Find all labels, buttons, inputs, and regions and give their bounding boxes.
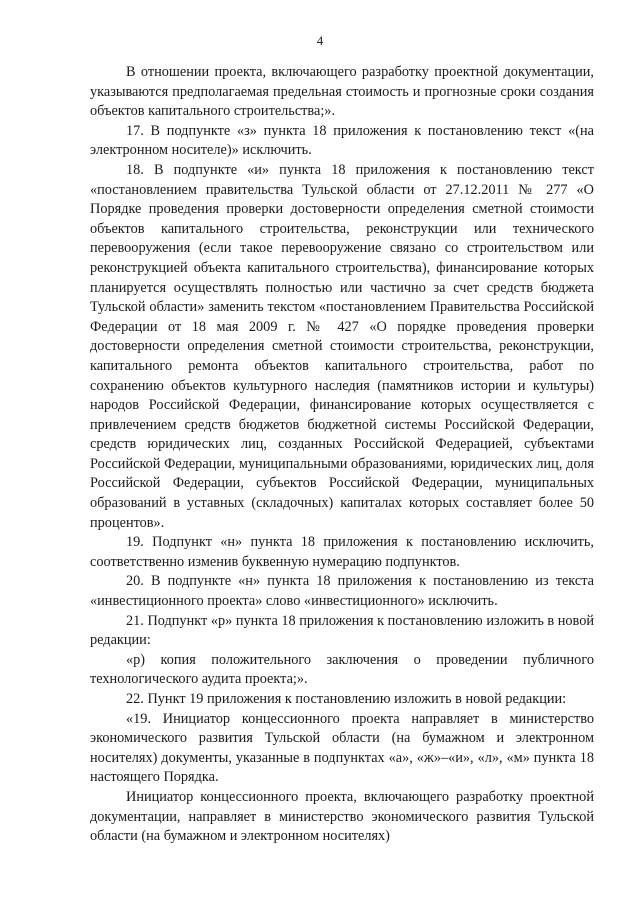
paragraph-cost-and-terms: В отношении проекта, включающего разработку проектной документации, указываются предполагаемая предельная стоимость и прогнозные сроки создания объектов капитального строительства;». (90, 64, 594, 120)
paragraph-item-20: 20. В подпункте «н» пункта 18 приложения к постановлению из текста «инвестиционного проекта» слово «инвестиционного» исключить. (90, 573, 594, 610)
paragraph-item-21: 21. Подпункт «р» пункта 18 приложения к постановлению изложить в новой редакции: (90, 612, 594, 649)
page-number: 4 (316, 33, 324, 48)
paragraph-new-item-19: «19. Инициатор концессионного проекта направляет в министерство экономического развития Тульской области (на бумажном и электронном носителях) документы, указанные в подпунктах «а», «ж»–«и», «л», «м» пункта 18 настоящего Порядка. (90, 710, 594, 786)
paragraph-item-18: 18. В подпункте «и» пункта 18 приложения к постановлению текст «постановлением правительства Тульской области от 27.12.2011 № 277 «О Порядке проведения проверки достоверности определения сметной стоимости объектов капитального строительства, реконструкции или технического перевооружения (если такое перевооружение связано со строительством или реконструкцией объекта капитального строительства), финансирование которых планируется осуществлять полностью или частично за счет средств бюджета Тульской области» заменить текстом «постановлением Правительства Российской Федерации от 18 мая 2009 г. № 427 «О порядке проведения проверки достоверности определения сметной стоимости строительства, реконструкции, капитального ремонта объектов капитального строительства, работ по сохранению объектов культурного наследия (памятников истории и культуры) народов Российской Федерации, финансирование которых осуществляется с привлечением средств бюджетов бюджетной системы Российской Федерации, средств юридических лиц, созданных Российской Федерацией, субъектами Российской Федерации, муниципальными образованиями, юридических лиц, доля Российской Федерации, субъектов Российской Федерации, муниципальных образований в уставных (складочных) капиталах которых составляет более 50 процентов». (90, 161, 594, 531)
paragraph-item-22: 22. Пункт 19 приложения к постановлению изложить в новой редакции: (126, 691, 567, 707)
paragraph-initiator: Инициатор концессионного проекта, включающего разработку проектной документации, направляет в министерство экономического развития Тульской области (на бумажном и электронном носителях) (90, 788, 594, 845)
paragraph-item-19: 19. Подпункт «н» пункта 18 приложения к постановлению исключить, соответственно изменив буквенную нумерацию подпунктов. (90, 534, 594, 570)
document-body (90, 63, 594, 847)
paragraph-subitem-r: «р) копия положительного заключения о проведении публичного технологического аудита проекта;». (90, 651, 594, 688)
paragraph-item-17: 17. В подпункте «з» пункта 18 приложения к постановлению текст «(на электронном носителе)» исключить. (90, 122, 594, 159)
